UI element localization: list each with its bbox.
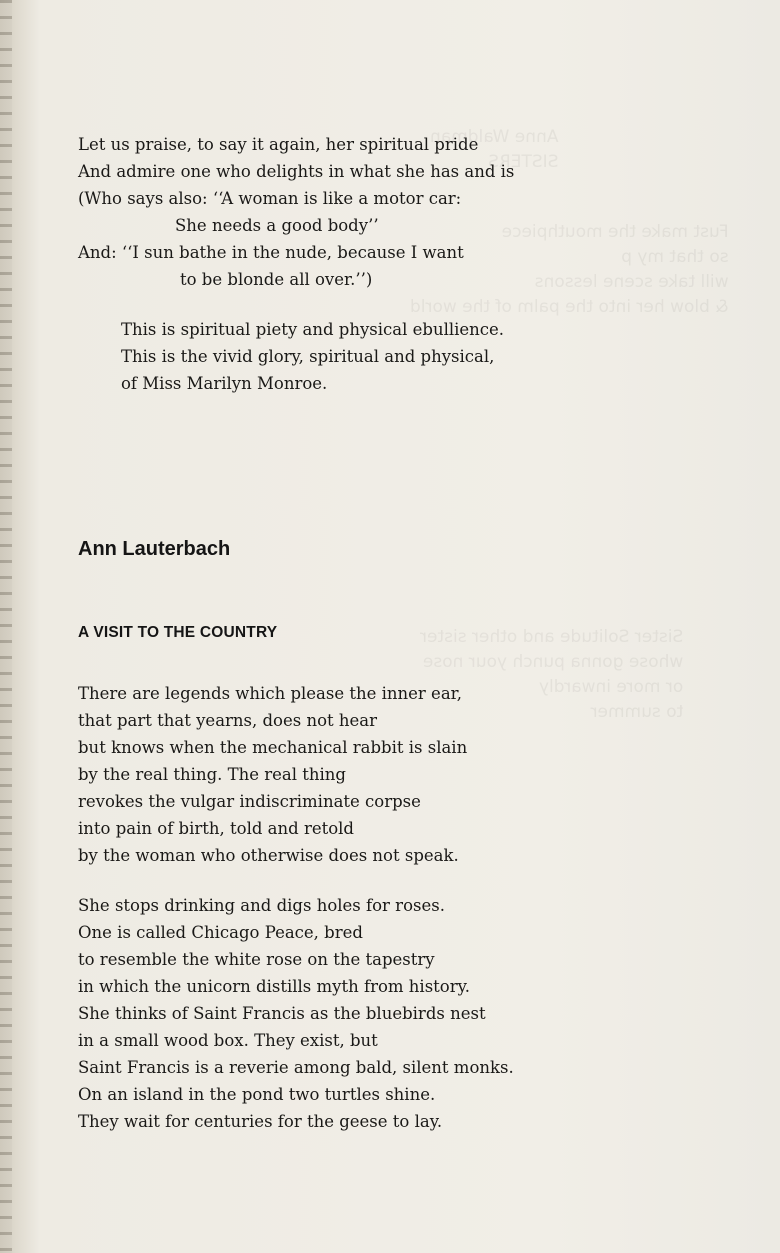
show-through-text-1: Anne Waldman SISTERS [430,127,559,172]
stanza-4-line-6: in a small wood box. They exist, but [78,1031,378,1050]
stanza-1-line-6: to be blonde all over.’’) [180,270,373,289]
stanza-3-line-5: revokes the vulgar indiscriminate corpse [78,792,421,811]
stanza-1-line-4: She needs a good body’’ [175,216,379,235]
stanza-4-line-7: Saint Francis is a reverie among bald, silent monks. [78,1058,514,1077]
stanza-3-line-7: by the woman who otherwise does not speak. [78,846,459,865]
stanza-1-line-5: And: ‘‘I sun bathe in the nude, because I want [78,243,464,262]
stanza-4-line-8: On an island in the pond two turtles shine. [78,1085,436,1104]
stanza-3-line-6: into pain of birth, told and retold [78,819,354,838]
stanza-2-line-1: This is spiritual piety and physical ebullience. [121,320,505,339]
show-through-text-3: Sister Solitude and other sister whose gonna punch your nose or more inwardly to summer [420,627,684,722]
show-through-text-2: Fust make the mouthpiece so that my p will take scene lessons & blow her into the palm of the world [410,222,729,317]
stanza-3-line-1: There are legends which please the inner ear, [78,684,462,703]
stanza-4-line-4: in which the unicorn distills myth from history. [78,977,470,996]
stanza-4-line-3: to resemble the white rose on the tapestry [78,950,435,969]
stanza-3-line-3: but knows when the mechanical rabbit is slain [78,738,468,757]
stanza-4-line-5: She thinks of Saint Francis as the bluebirds nest [78,1004,486,1023]
poem-title: A VISIT TO THE COUNTRY [78,624,278,641]
stanza-3-line-2: that part that yearns, does not hear [78,711,378,730]
stanza-1-line-2: And admire one who delights in what she has and is [78,162,515,181]
stanza-4-line-9: They wait for centuries for the geese to lay. [78,1112,443,1131]
stanza-2-line-2: This is the vivid glory, spiritual and physical, [121,347,495,366]
stanza-4-line-2: One is called Chicago Peace, bred [78,923,363,942]
stanza-2-line-3: of Miss Marilyn Monroe. [121,374,328,393]
author-heading: Ann Lauterbach [78,538,231,560]
stanza-4-line-1: She stops drinking and digs holes for roses. [78,896,445,915]
binding-spine [0,0,12,1253]
stanza-1-line-1: Let us praise, to say it again, her spiritual pride [78,135,479,154]
stanza-3-line-4: by the real thing. The real thing [78,765,346,784]
stanza-1-line-3: (Who says also: ‘‘A woman is like a motor car: [78,189,462,208]
